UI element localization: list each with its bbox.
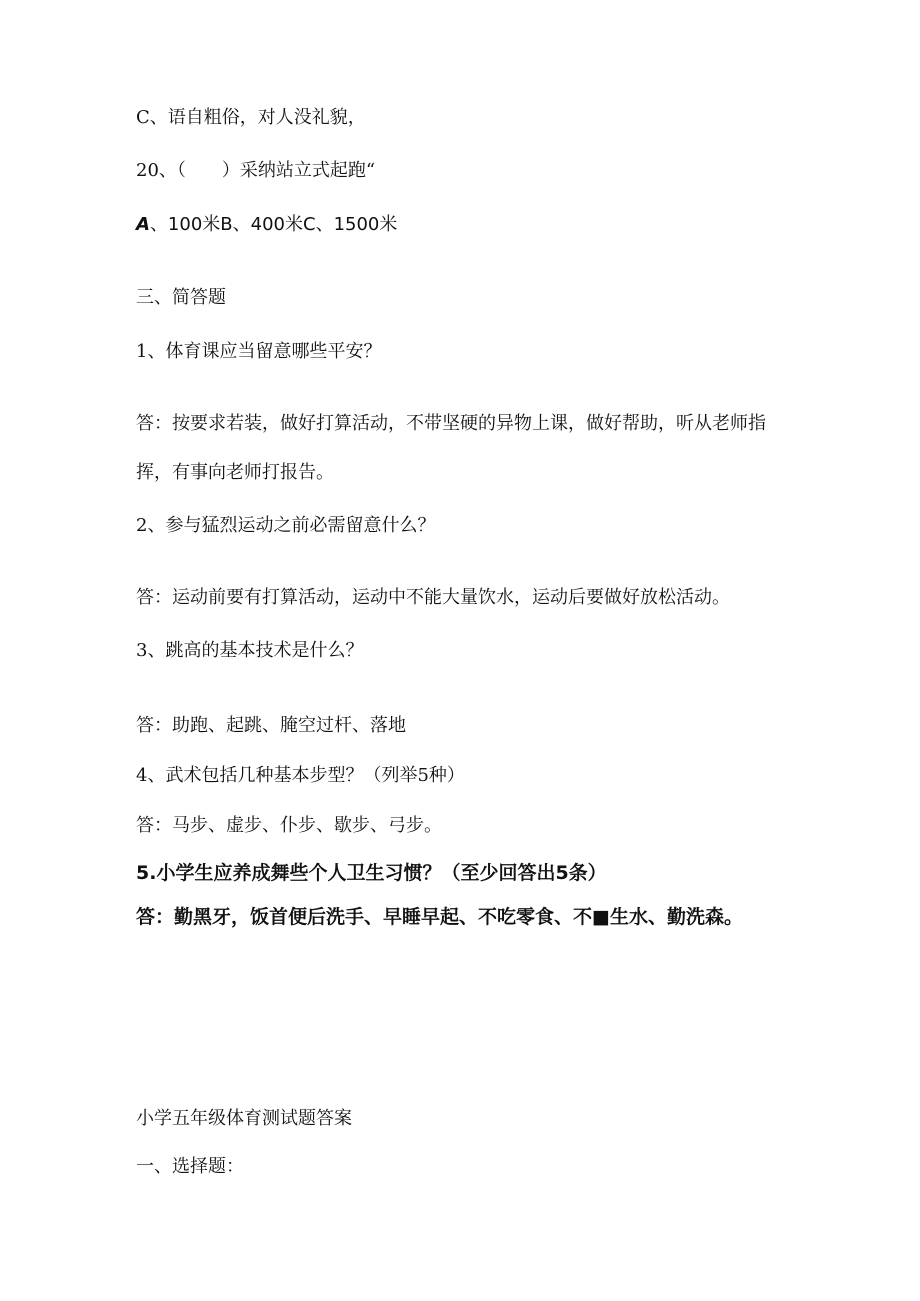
question-3: 3、跳高的基本技术是什么？ (136, 640, 364, 661)
answer-3: 答：助跑、起跳、腌空过杆、落地 (136, 715, 406, 736)
answer-5: 答：勤黑牙，饭首便后洗手、早睡早起、不吃零食、不■生水、勤洗森。 (136, 906, 743, 928)
option-c-text: C、语自粗俗，对人没礼貌， (136, 107, 366, 128)
answer-1-line-1: 答：按要求若装，做好打算活动，不带坚硬的异物上课，做好帮助，听从老师指 (136, 413, 766, 434)
answer-key-section-1: 一、选择题： (136, 1156, 244, 1177)
section-title-short-answer: 三、简答题 (136, 287, 226, 308)
answer-4: 答：马步、虚步、仆步、歇步、弓步。 (136, 815, 442, 836)
options-text: 、100米B、400米C、1500米 (149, 214, 398, 235)
answer-2: 答：运动前要有打算活动，运动中不能大量饮水，运动后要做好放松活动。 (136, 587, 730, 608)
question-4: 4、武术包括几种基本步型？（列举5种） (136, 765, 465, 786)
answer-key-title: 小学五年级体育测试题答案 (136, 1108, 352, 1129)
question-20: 20、（ ）采纳站立式起跑“ (136, 160, 376, 181)
option-a-letter: A (136, 214, 150, 235)
answer-1-line-2: 挥，有事向老师打报告。 (136, 462, 334, 483)
question-20-options (136, 213, 397, 237)
question-5: 5.小学生应养成舞些个人卫生习惯？（至少回答出5条） (136, 862, 607, 884)
question-2: 2、参与猛烈运动之前必需留意什么？ (136, 515, 436, 536)
question-1: 1、体育课应当留意哪些平安？ (136, 341, 382, 362)
